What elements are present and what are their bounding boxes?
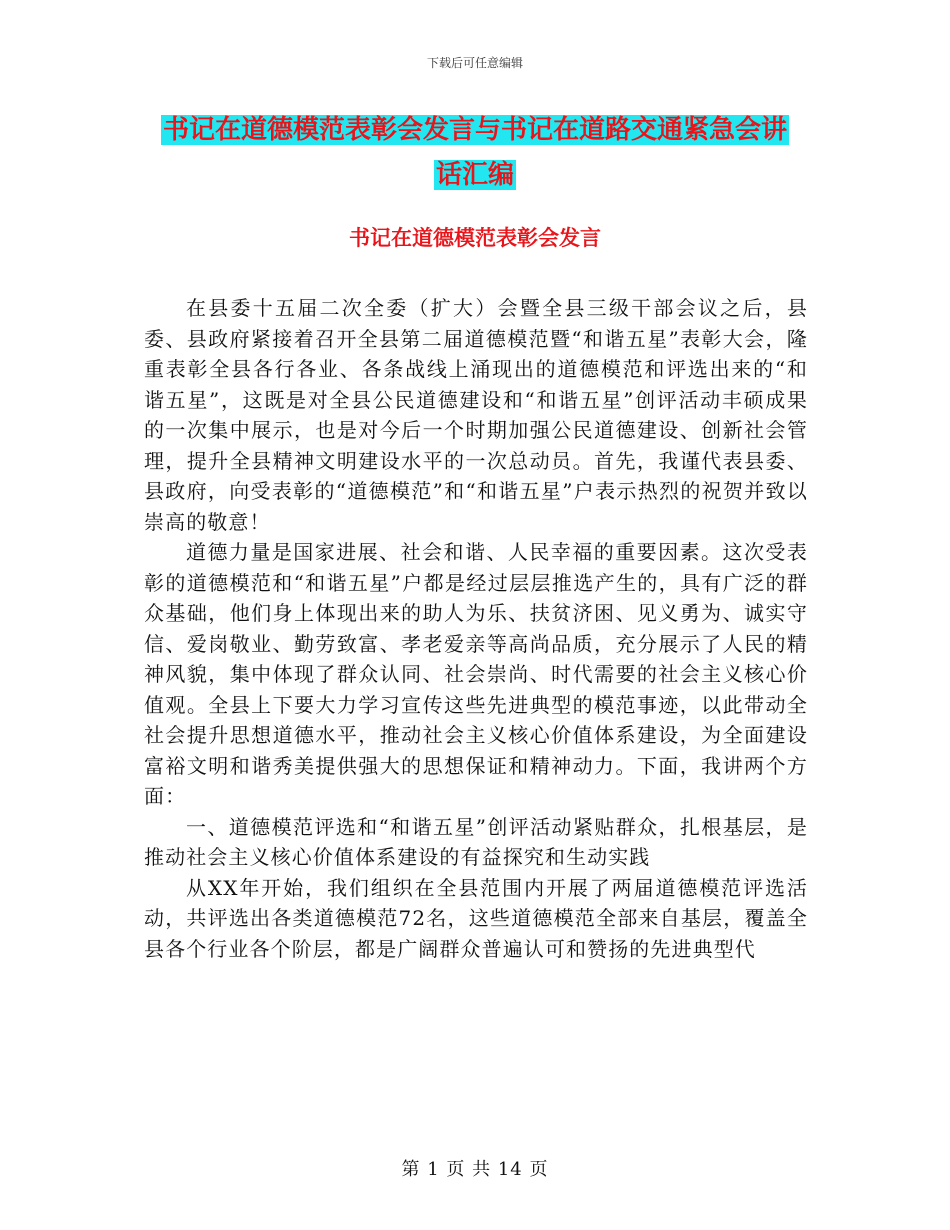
document-body — [144, 293, 808, 964]
paragraph: 一、道德模范评选和“和谐五星”创评活动紧贴群众，扎根基层，是推动社会主义核心价值体系建设的有益探究和生动实践 — [144, 814, 808, 869]
section-title: 书记在道德模范表彰会发言 — [349, 226, 601, 250]
page-footer: 第 1 页 共 14 页 — [401, 1159, 549, 1180]
document-title — [150, 108, 800, 198]
paragraph: 道德力量是国家进展、社会和谐、人民幸福的重要因素。这次受表彰的道德模范和“和谐五星”户都是经过层层推选产生的，具有广泛的群众基础，他们身上体现出来的助人为乐、扶贫济困、见义勇为、诚实守信、爱岗敬业、勤劳致富、孝老爱亲等高尚品质，充分展示了人民的精神风貌，集中体现了群众认同、社会崇尚、时代需要的社会主义核心价值观。全县上下要大力学习宣传这些先进典型的模范事迹，以此带动全社会提升思想道德水平，推动社会主义核心价值体系建设，为全面建设富裕文明和谐秀美提供强大的思想保证和精神动力。下面，我讲两个方面： — [144, 540, 808, 808]
paragraph: 从XX年开始，我们组织在全县范围内开展了两届道德模范评选活动，共评选出各类道德模范72名，这些道德模范全部来自基层，覆盖全县各个行业各个阶层，都是广阔群众普遍认可和赞扬的先进典型代 — [144, 875, 808, 961]
paragraph: 在县委十五届二次全委（扩大）会暨全县三级干部会议之后，县委、县政府紧接着召开全县第二届道德模范暨“和谐五星”表彰大会，隆重表彰全县各行各业、各条战线上涌现出的道德模范和评选出来的“和谐五星”，这既是对全县公民道德建设和“和谐五星”创评活动丰硕成果的一次集中展示，也是对今后一个时期加强公民道德建设、创新社会管理，提升全县精神文明建设水平的一次总动员。首先，我谨代表县委、县政府，向受表彰的“道德模范”和“和谐五星”户表示热烈的祝贺并致以崇高的敬意！ — [144, 296, 808, 534]
document-title-text: 书记在道德模范表彰会发言与书记在道路交通紧急会讲话汇编 — [162, 115, 787, 190]
header-note: 下载后可任意编辑 — [426, 56, 523, 70]
